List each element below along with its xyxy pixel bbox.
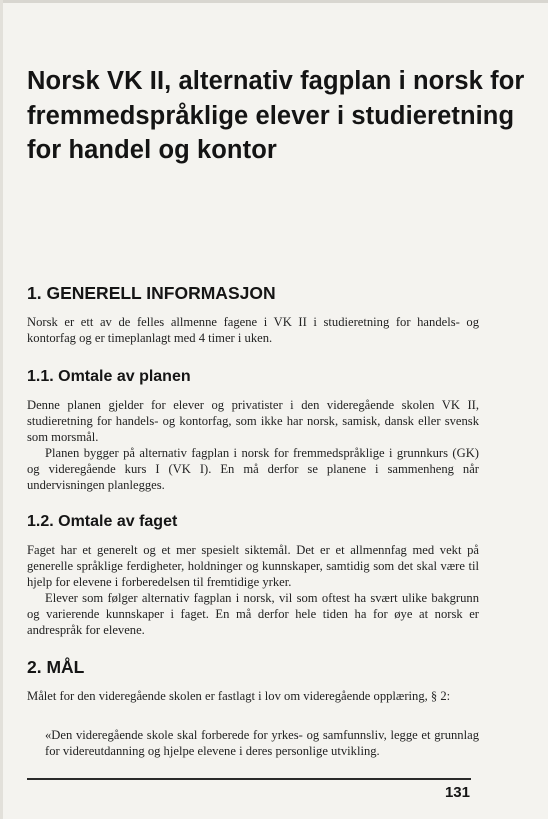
page-number: 131 <box>444 784 470 801</box>
section-heading-omtale-av-faget: 1.2. Omtale av faget <box>27 513 178 530</box>
paragraph-omtale-av-planen-1: Denne planen gjelder for elever og privatister i den videregående skolen VK II, studieretning for handels- og kontorfag, som ikke har norsk, samisk, dansk eller svensk som morsmål. <box>27 398 479 445</box>
page-title: Norsk VK II, alternativ fagplan i norsk for fremmedspråklige elever i studieretning for handel og kontor <box>27 67 525 164</box>
footer-rule <box>27 778 471 780</box>
section-heading-generell-informasjon: 1. GENERELL INFORMASJON <box>27 283 276 303</box>
paragraph-omtale-av-planen-2: Planen bygger på alternativ fagplan i norsk for fremmedspråklige i grunnkurs (GK) og videregående kurs I (VK I). En må derfor se planene i sammenheng når undervisningen planlegges. <box>27 446 479 493</box>
scan-edge-left <box>0 0 3 819</box>
paragraph-omtale-av-faget-1: Faget har et generelt og et mer spesielt siktemål. Det er et allmennfag med vekt på generelle språklige ferdigheter, holdninger og kunnskaper, samtidig som det skal være til hjelp for elevene i forberedelsen til fremtidige yrker. <box>27 543 479 590</box>
paragraph-maal: Målet for den videregående skolen er fastlagt i lov om videregående opplæring, § 2: <box>27 689 451 703</box>
section-heading-omtale-av-planen: 1.1. Omtale av planen <box>27 368 191 385</box>
scan-edge-top <box>0 0 548 3</box>
section-heading-maal: 2. MÅL <box>27 657 85 677</box>
paragraph-generell-informasjon: Norsk er ett av de felles allmenne fagene i VK II i studieretning for handels- og kontorfag og er timeplanlagt med 4 timer i uken. <box>27 315 479 346</box>
paragraph-omtale-av-faget-2: Elever som følger alternativ fagplan i norsk, vil som oftest ha svært ulike bakgrunn og varierende kunnskaper i faget. En må derfor hele tiden ha for øye at norsk er andrespråk for elevene. <box>27 591 479 638</box>
quote-lov-om-videregaende-opplaering: «Den videregående skole skal forberede for yrkes- og samfunnsliv, legge et grunnlag for videreutdanning og hjelpe elevene i deres personlige utvikling. <box>45 728 479 759</box>
